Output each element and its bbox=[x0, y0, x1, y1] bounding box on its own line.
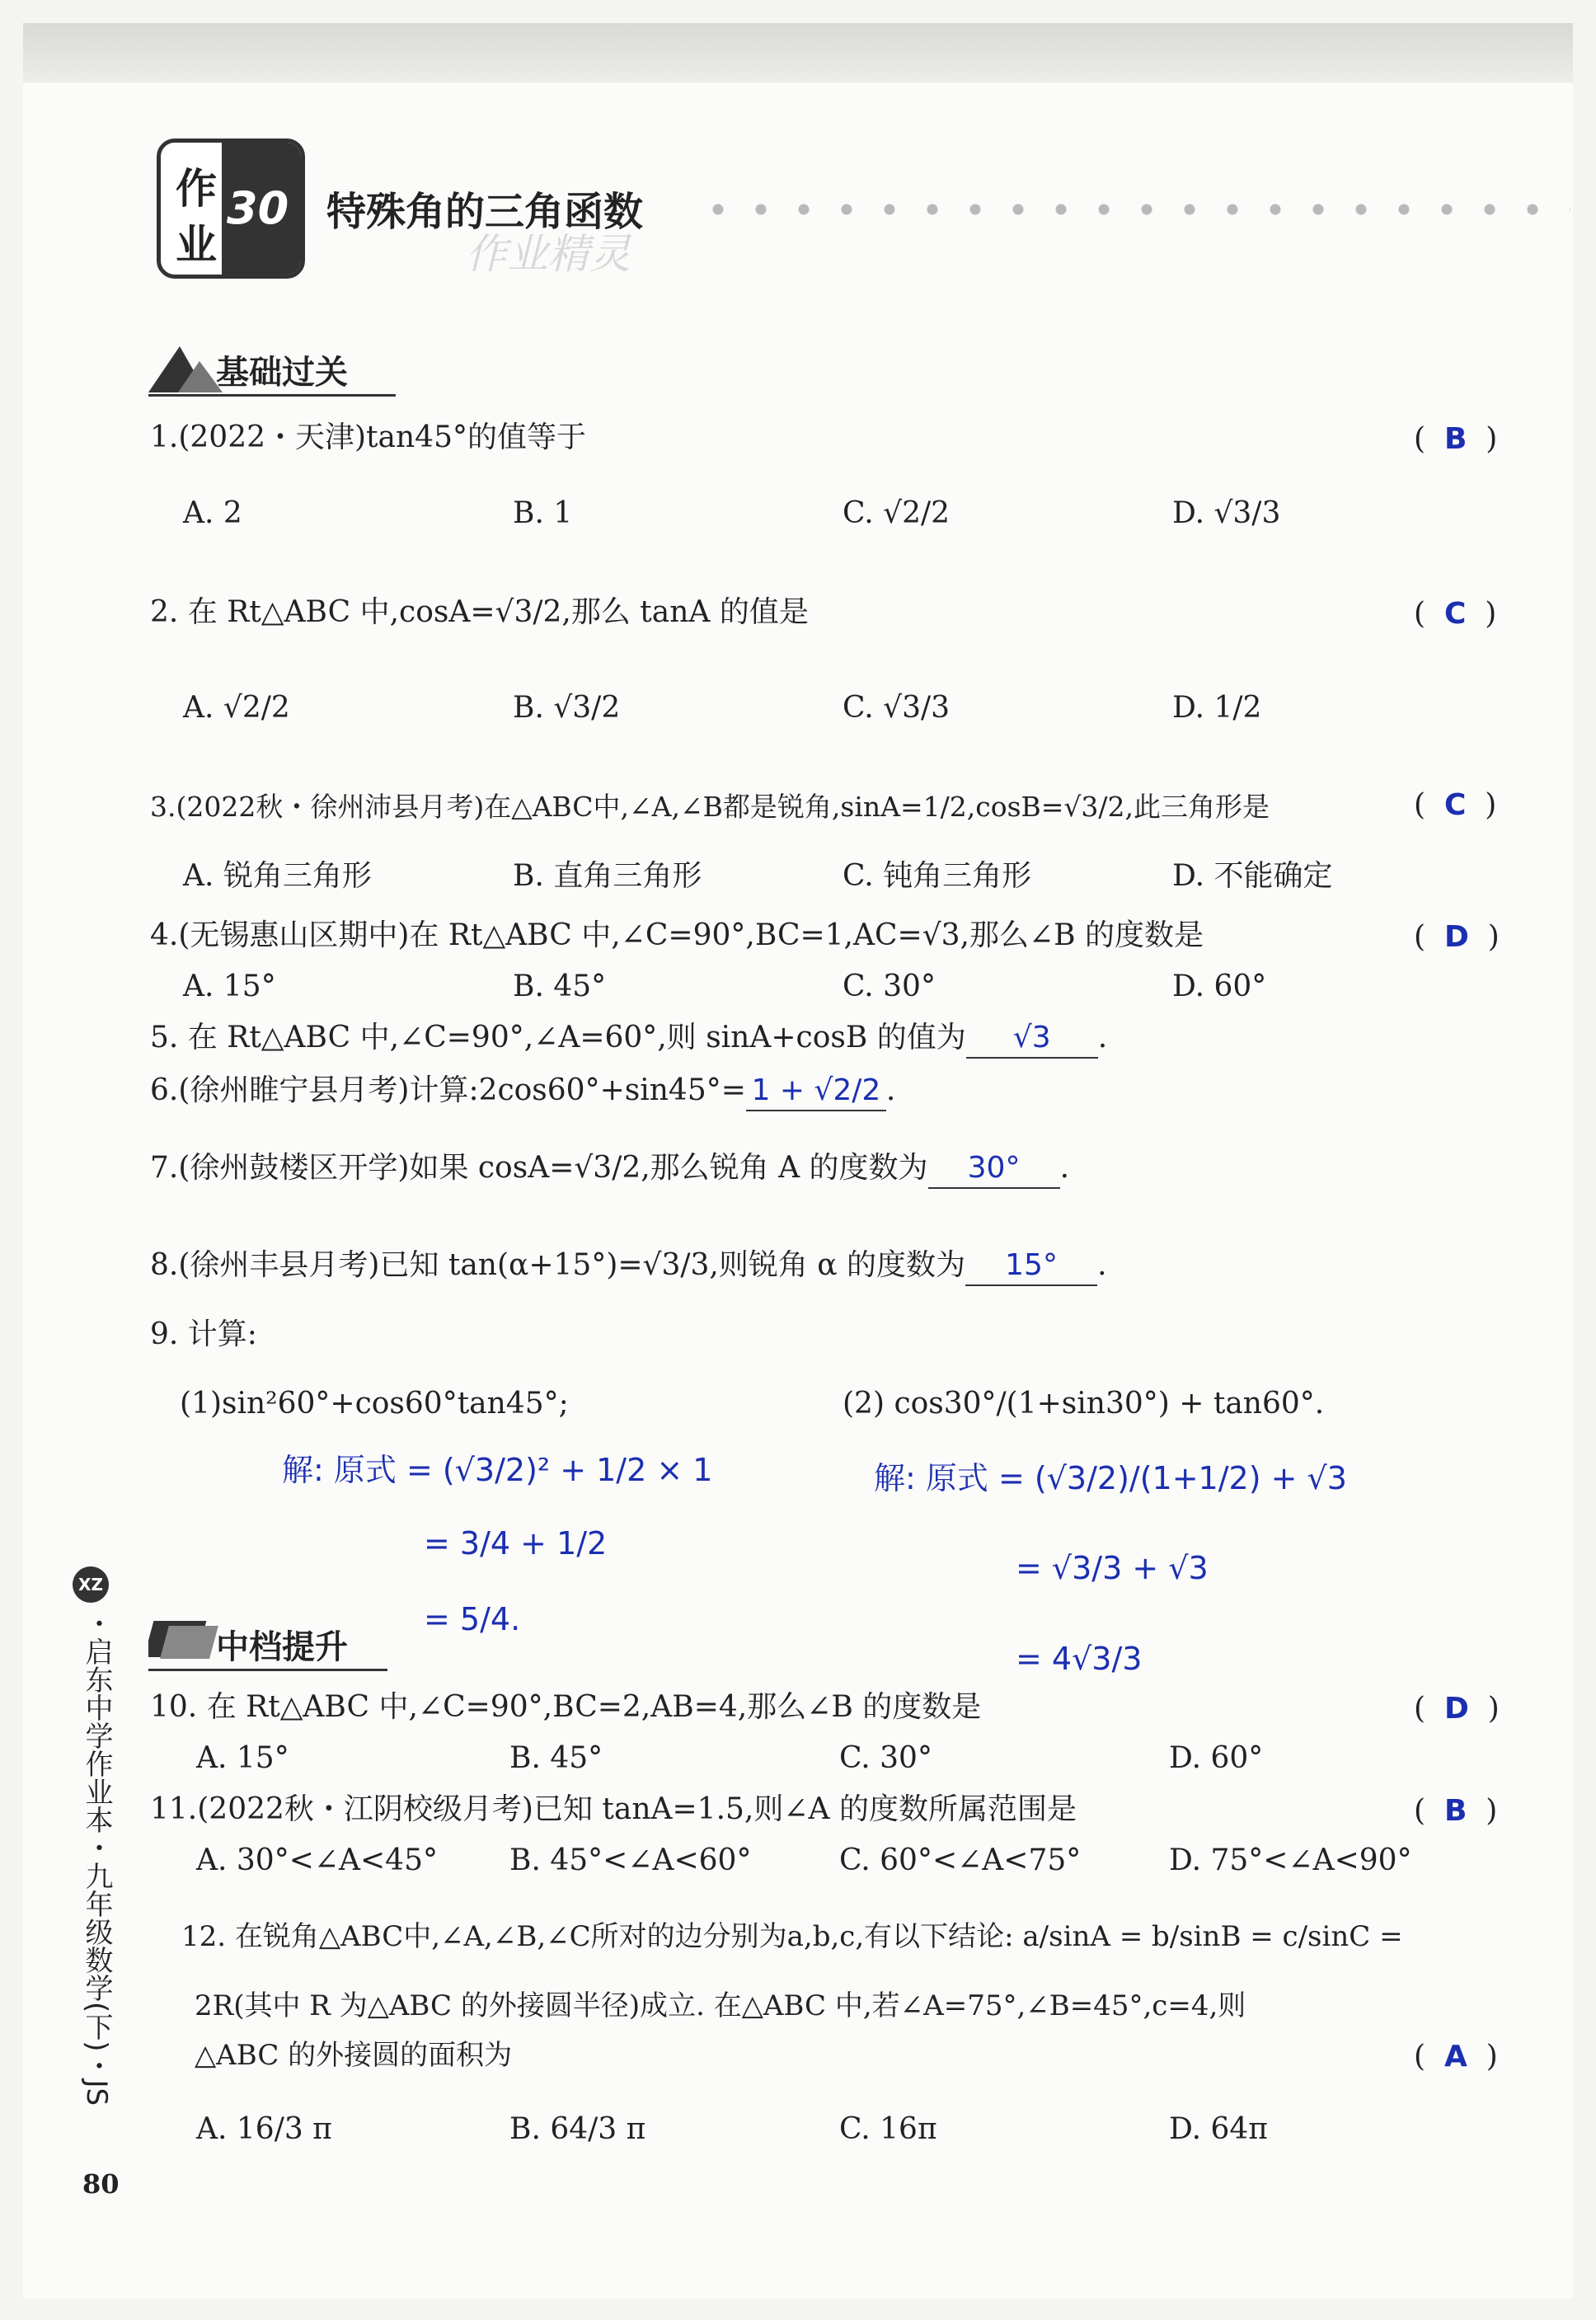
question-9: 9. 计算: bbox=[150, 1317, 257, 1351]
question-5: 5. 在 Rt△ABC 中,∠C=90°,∠A=60°,则 sinA+cosB 的值为 √3 . bbox=[150, 1019, 1107, 1059]
option-1d: D. √3/3 bbox=[1172, 496, 1281, 530]
option-11b: B. 45°<∠A<60° bbox=[509, 1843, 752, 1877]
top-strip bbox=[23, 23, 1573, 82]
question-1: 1.(2022・天津)tan45°的值等于 bbox=[150, 420, 586, 454]
answer-3: ( C ) bbox=[1414, 788, 1497, 822]
option-12b: B. 64/3 π bbox=[509, 2112, 646, 2146]
answer-1: ( B ) bbox=[1414, 422, 1498, 456]
option-4d: D. 60° bbox=[1172, 970, 1267, 1003]
option-10c: C. 30° bbox=[839, 1741, 932, 1775]
option-2c: C. √3/3 bbox=[843, 691, 951, 725]
question-9-part1: (1)sin²60°+cos60°tan45°; bbox=[180, 1387, 569, 1421]
badge-char-top: 作 bbox=[176, 165, 217, 213]
option-3a: A. 锐角三角形 bbox=[183, 859, 372, 893]
section-underline bbox=[148, 394, 396, 397]
homework-badge bbox=[157, 139, 305, 279]
question-10: 10. 在 Rt△ABC 中,∠C=90°,BC=2,AB=4,那么∠B 的度数是 bbox=[150, 1690, 982, 1724]
option-1c: C. √2/2 bbox=[843, 496, 951, 530]
solution-1-line2: = 3/4 + 1/2 bbox=[424, 1525, 608, 1562]
question-9-part2: (2) cos30°/(1+sin30°) + tan60°. bbox=[843, 1387, 1325, 1421]
option-4b: B. 45° bbox=[513, 970, 607, 1003]
answer-11: ( B ) bbox=[1414, 1794, 1498, 1828]
solution-1-line1: 解: 原式 = (√3/2)² + 1/2 × 1 bbox=[282, 1452, 713, 1488]
section-middle: 中档提升 bbox=[216, 1628, 348, 1666]
solution-2-line2: = √3/3 + √3 bbox=[1016, 1550, 1209, 1586]
question-11: 11.(2022秋・江阴校级月考)已知 tanA=1.5,则∠A 的度数所属范围是 bbox=[150, 1792, 1077, 1826]
question-12-line2: 2R(其中 R 为△ABC 的外接圆半径)成立. 在△ABC 中,若∠A=75°,∠B=45°,c=4,则 bbox=[195, 1989, 1246, 2022]
option-10a: A. 15° bbox=[196, 1741, 289, 1775]
answer-12: ( A ) bbox=[1414, 2040, 1498, 2073]
option-2b: B. √3/2 bbox=[513, 691, 621, 725]
section-basic: 基础过关 bbox=[216, 354, 348, 392]
solution-2-line3: = 4√3/3 bbox=[1016, 1641, 1143, 1677]
question-2: 2. 在 Rt△ABC 中,cosA=√3/2,那么 tanA 的值是 bbox=[150, 595, 809, 629]
option-4a: A. 15° bbox=[183, 970, 276, 1003]
option-1a: A. 2 bbox=[183, 496, 242, 530]
question-8: 8.(徐州丰县月考)已知 tan(α+15°)=√3/3,则锐角 α 的度数为 15° . bbox=[150, 1247, 1107, 1286]
badge-char-bottom: 业 bbox=[176, 221, 217, 269]
option-12d: D. 64π bbox=[1169, 2112, 1268, 2146]
answer-2: ( C ) bbox=[1414, 597, 1497, 631]
answer-10: ( D ) bbox=[1414, 1692, 1500, 1726]
blank-8: 15° bbox=[965, 1247, 1097, 1286]
option-2d: D. 1/2 bbox=[1172, 691, 1262, 725]
section-underline-2 bbox=[148, 1669, 387, 1671]
answer-4: ( D ) bbox=[1414, 920, 1500, 954]
option-3d: D. 不能确定 bbox=[1172, 859, 1333, 893]
solution-1-line3: = 5/4. bbox=[424, 1601, 521, 1637]
option-11c: C. 60°<∠A<75° bbox=[839, 1843, 1082, 1877]
badge-number: 30 bbox=[227, 182, 289, 234]
book-icon bbox=[148, 1616, 223, 1662]
question-3: 3.(2022秋・徐州沛县月考)在△ABC中,∠A,∠B都是锐角,sinA=1/2,cosB=√3/2,此三角形是 bbox=[150, 791, 1270, 823]
question-4: 4.(无锡惠山区期中)在 Rt△ABC 中,∠C=90°,BC=1,AC=√3,那么∠B 的度数是 bbox=[150, 918, 1204, 952]
question-12-line3: △ABC 的外接圆的面积为 bbox=[195, 2039, 513, 2072]
option-4c: C. 30° bbox=[843, 970, 936, 1003]
blank-6: 1 + √2/2 bbox=[746, 1072, 886, 1111]
sidebar-badge: XZ bbox=[73, 1566, 109, 1603]
option-10d: D. 60° bbox=[1169, 1741, 1264, 1775]
title-watermark: 作业精灵 bbox=[466, 230, 631, 278]
option-3c: C. 钝角三角形 bbox=[843, 859, 1032, 893]
question-12: 12. 在锐角△ABC中,∠A,∠B,∠C所对的边分别为a,b,c,有以下结论: a/sinA = b/sinB = c/sinC = bbox=[181, 1920, 1403, 1953]
blank-5: √3 bbox=[966, 1019, 1098, 1059]
option-12a: A. 16/3 π bbox=[196, 2112, 332, 2146]
sidebar-text: ・启东中学作业本・九年级数学(下)・JS bbox=[80, 1609, 113, 2106]
option-11d: D. 75°<∠A<90° bbox=[1169, 1843, 1412, 1877]
option-3b: B. 直角三角形 bbox=[513, 859, 702, 893]
page-title: 特殊角的三角函数 bbox=[326, 189, 644, 235]
solution-2-line1: 解: 原式 = (√3/2)/(1+1/2) + √3 bbox=[874, 1460, 1347, 1496]
option-11a: A. 30°<∠A<45° bbox=[196, 1843, 438, 1877]
option-10b: B. 45° bbox=[509, 1741, 603, 1775]
blank-7: 30° bbox=[928, 1149, 1060, 1189]
option-2a: A. √2/2 bbox=[183, 691, 290, 725]
title-dot-line bbox=[697, 203, 1570, 216]
question-7: 7.(徐州鼓楼区开学)如果 cosA=√3/2,那么锐角 A 的度数为 30° . bbox=[150, 1149, 1069, 1189]
mountain-icon bbox=[148, 341, 223, 392]
option-1b: B. 1 bbox=[513, 496, 573, 530]
page-number: 80 bbox=[82, 2168, 120, 2200]
question-6: 6.(徐州睢宁县月考)计算:2cos60°+sin45°= 1 + √2/2 . bbox=[150, 1072, 895, 1111]
option-12c: C. 16π bbox=[839, 2112, 937, 2146]
